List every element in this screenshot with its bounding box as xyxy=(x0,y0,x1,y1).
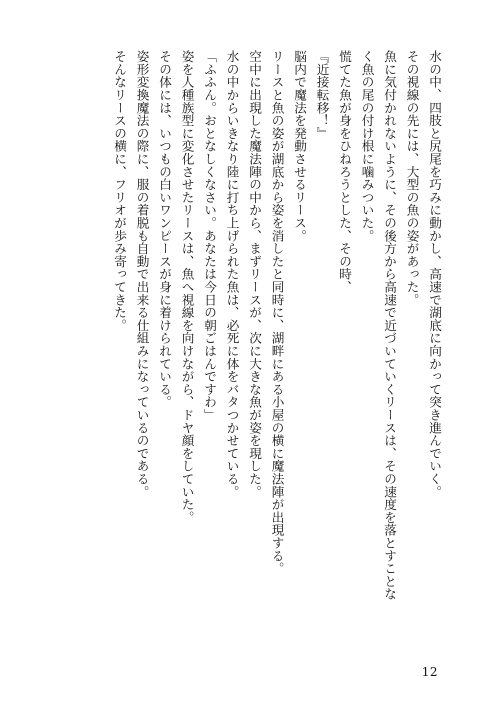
text-line: その視線の先には、大型の魚の姿があった。 xyxy=(404,50,420,306)
text-line: く魚の尾の付け根に噛みついた。 xyxy=(359,50,375,242)
text-line: 慌てた魚が身をひねろうとした、その時、 xyxy=(337,50,352,294)
text-line: 脳内で魔法を発動させるリース。 xyxy=(292,50,307,242)
text-line: リースと魚の姿が湖底から姿を消したと同時に、湖畔にある小屋の横に魔法陣が出現する。 xyxy=(269,50,285,575)
text-line: その体には、いつもの白いワンピースが身に着けられている。 xyxy=(157,50,172,409)
page-number: 12 xyxy=(421,665,438,679)
text-line: 水の中からいきなり陸に打ち上げられた魚は、必死に体をバタつかせている。 xyxy=(224,50,240,498)
text-line: 『近接転移！』 xyxy=(314,50,330,140)
vertical-text-body xyxy=(108,50,446,650)
text-line: 姿形変換魔法の際に、服の着脱も自動で出来る仕組みになっているのである。 xyxy=(134,50,150,498)
text-line: 姿を人種族型に変化させたリースは、魚へ視線を向けながら、ドヤ顔をしていた。 xyxy=(179,50,195,524)
text-line: 「ふふん。おとなしくなさい。あなたは今日の朝ごはんですわ」 xyxy=(202,50,217,422)
text-line: そんなリースの横に、フリオが歩み寄ってきた。 xyxy=(112,50,127,332)
text-line: 水の中、四肢と尻尾を巧みに動かし、高速で湖底に向かって突き進んでいく。 xyxy=(427,50,442,498)
text-line: 魚に気付かれないように、その後方から高速で近づいていくリースは、その速度を落とすことな xyxy=(382,50,397,601)
text-line: 空中に出現した魔法陣の中から、まずリースが、次に大きな魚が姿を現した。 xyxy=(247,50,262,498)
